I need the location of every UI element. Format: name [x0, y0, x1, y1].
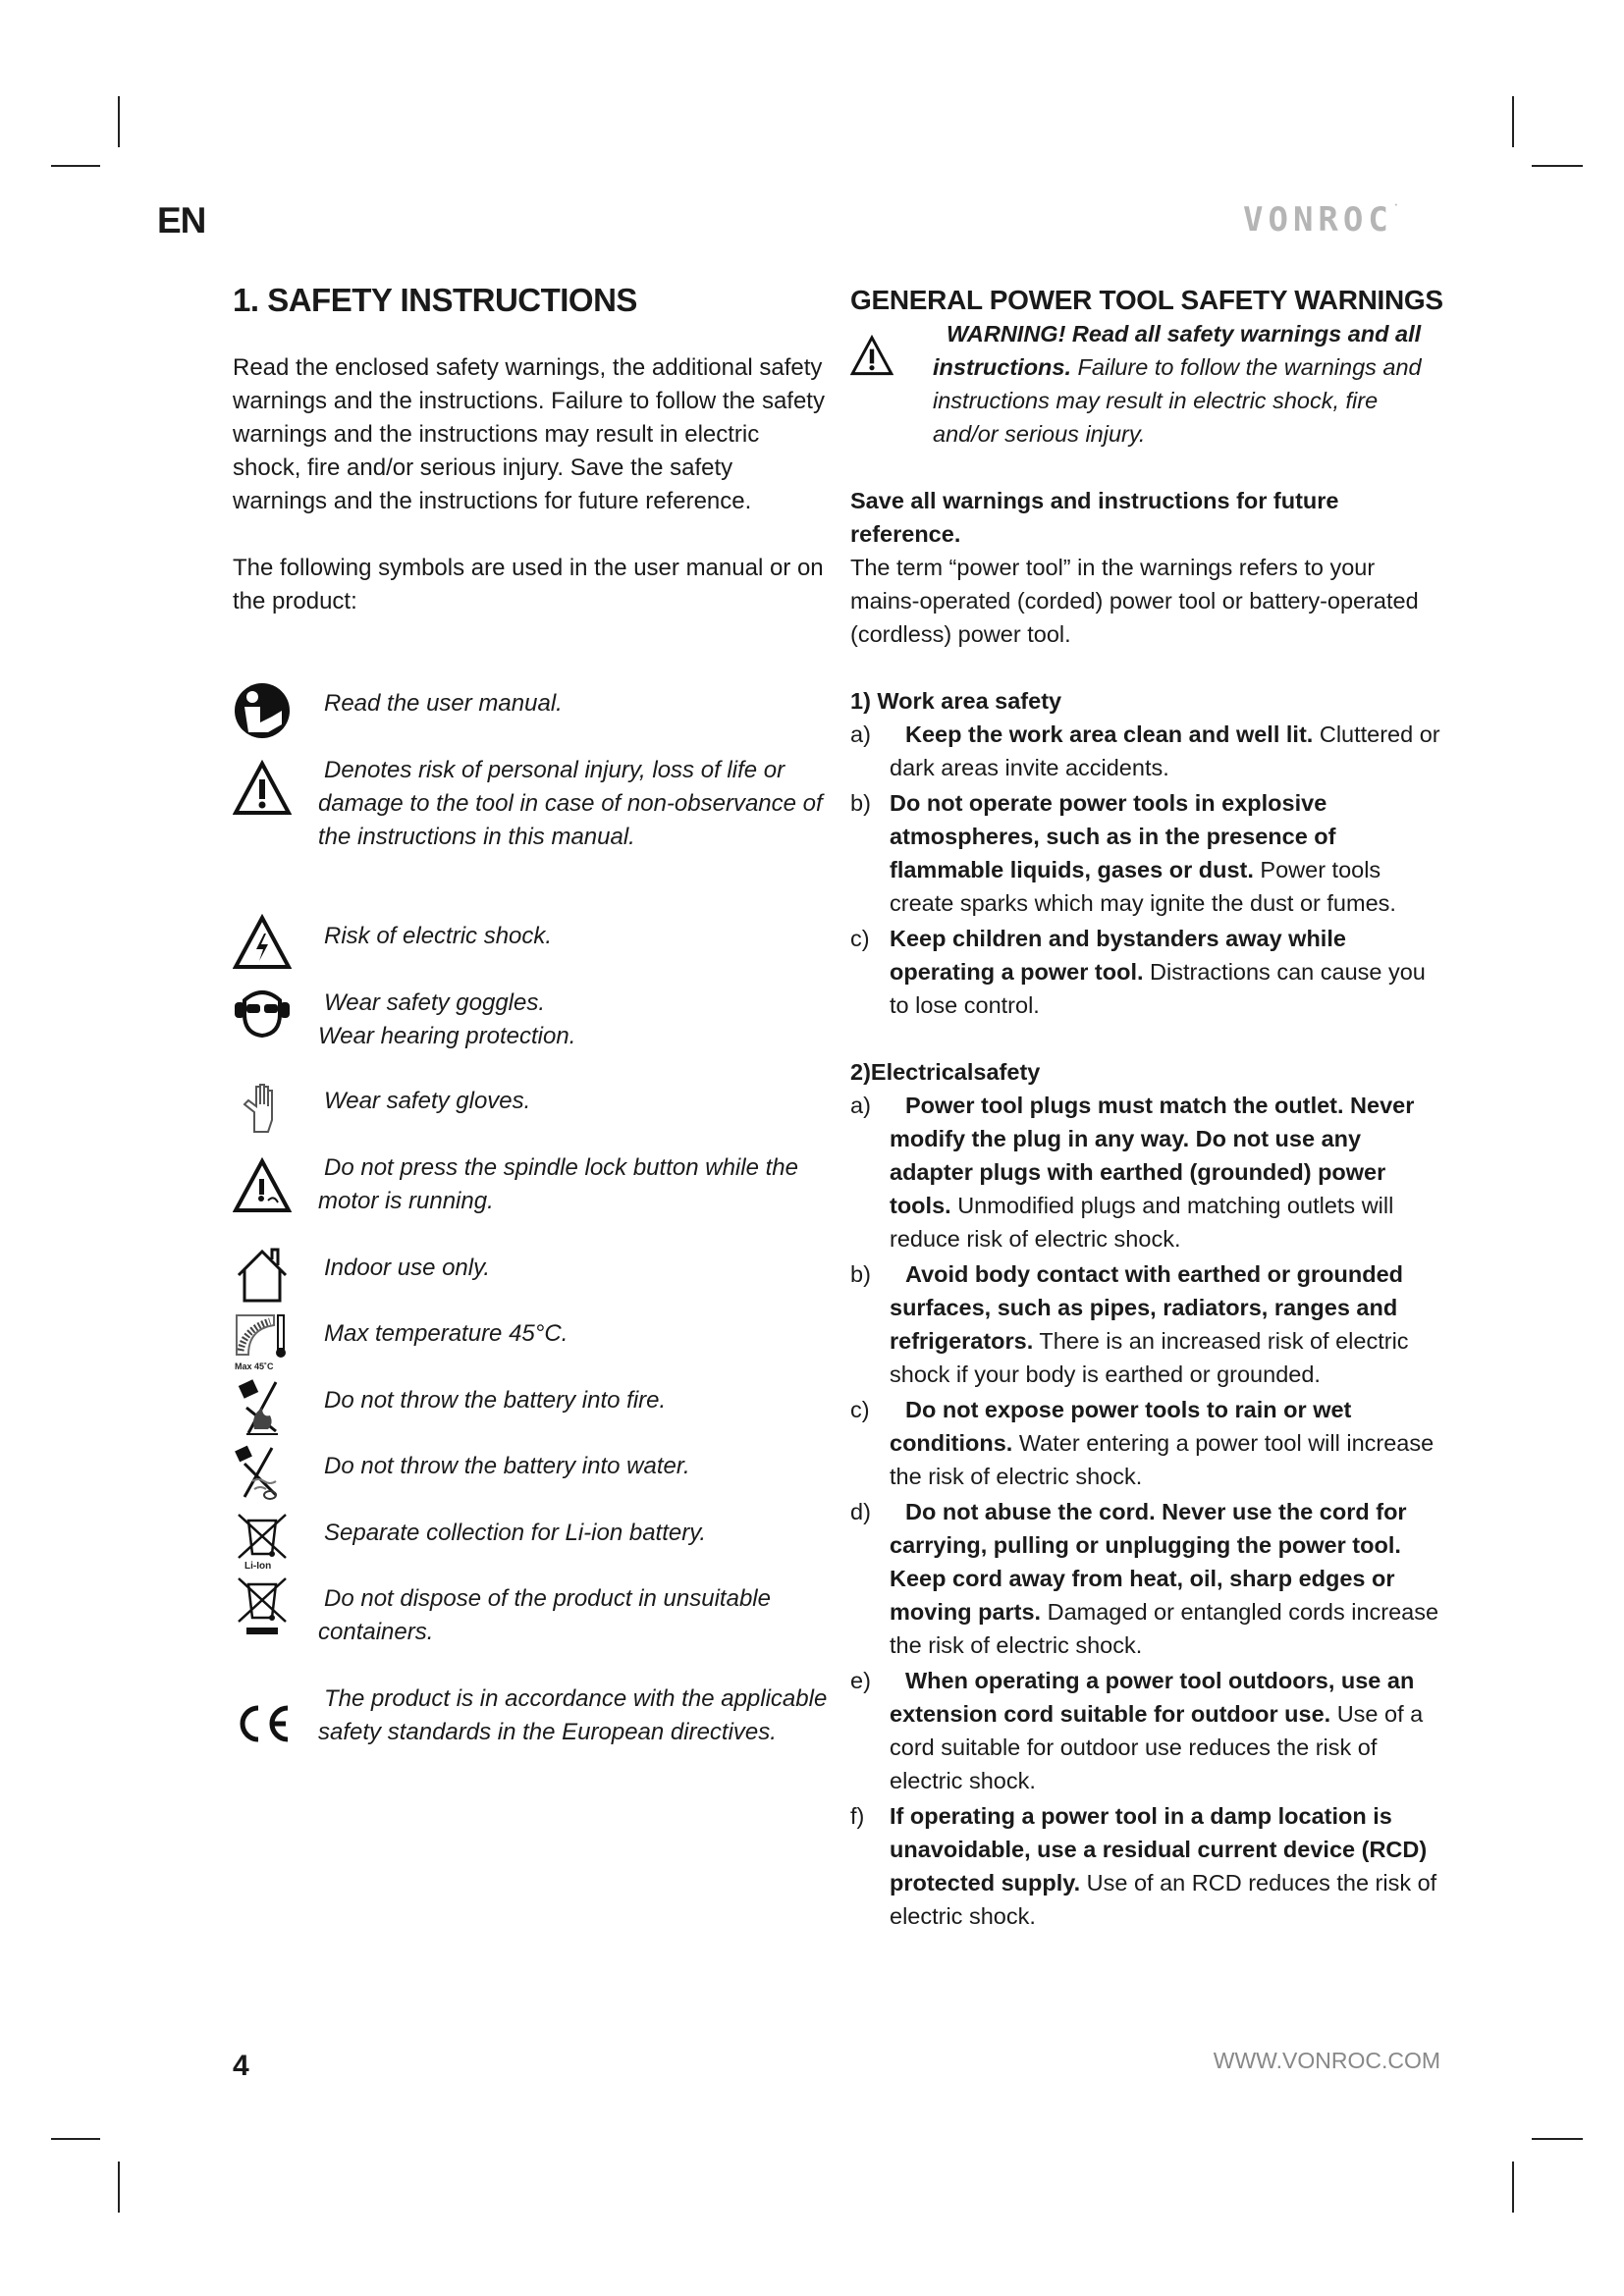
save-instructions: Save all warnings and instructions for future reference. [850, 488, 1339, 547]
item-bold: Do not operate power tools in explosive atmospheres, such as in the presence of flammable liquids, gases or dust. [890, 790, 1336, 882]
list-item [850, 786, 1449, 920]
language-code: EN [157, 200, 206, 240]
brand-mark: · [1392, 200, 1399, 211]
symbol-text: Risk of electric shock. [324, 923, 553, 949]
item-text: Use of a cord suitable for outdoor use reduces the risk of electric shock. [890, 1701, 1424, 1793]
item-text: Cluttered or dark areas invite accidents. [890, 721, 1440, 780]
item-text: Use of an RCD reduces the risk of electric shock. [890, 1870, 1437, 1929]
li-ion-bin-icon [233, 1511, 292, 1570]
crop-mark [1512, 96, 1514, 147]
list-item [850, 718, 1449, 784]
list-item [850, 1393, 1449, 1493]
symbol-text: Wear safety gloves. [324, 1088, 531, 1114]
warning-text: Failure to follow the warnings and instructions may result in electric shock, fire and/or serious injury. [933, 354, 1422, 447]
crop-mark [1532, 2138, 1583, 2140]
page-number: 4 [233, 2050, 249, 2082]
item-bold: Avoid body contact with earthed or grounded surfaces, such as pipes, radiators, ranges and refrigerators. [890, 1261, 1404, 1354]
item-text: Water entering a power tool will increase the risk of electric shock. [890, 1430, 1435, 1489]
brand-logo [1243, 200, 1399, 240]
symbol-text: Do not dispose of the product in unsuitable containers. [318, 1585, 771, 1645]
list-item [850, 1664, 1449, 1797]
website-url: WWW.VONROC.COM [1213, 2048, 1440, 2073]
item-label: a) [850, 721, 871, 747]
general-warnings-title: GENERAL POWER TOOL SAFETY WARNINGS [850, 285, 1443, 315]
symbol-text: Separate collection for Li-ion battery. [324, 1520, 707, 1546]
item-label: b) [850, 790, 871, 816]
intro-text [233, 351, 832, 652]
weee-bin-icon [233, 1576, 292, 1635]
read-manual-icon [233, 681, 292, 740]
item-text: Damaged or entangled cords increase the risk of electric shock. [890, 1599, 1439, 1658]
spindle-lock-icon [233, 1157, 292, 1216]
item-label: a) [850, 1093, 871, 1118]
item-label: e) [850, 1668, 871, 1693]
symbol-text: Do not throw the battery into fire. [324, 1387, 667, 1414]
electrical-safety-section [850, 1055, 1449, 1933]
section-heading: 2)Electricalsafety [850, 1059, 1041, 1085]
no-fire-icon [233, 1378, 292, 1437]
item-text: Power tools create sparks which may ignite the dust or fumes. [890, 857, 1396, 916]
item-label: c) [850, 1397, 870, 1422]
symbol-text: Indoor use only. [324, 1255, 490, 1281]
crop-mark [118, 96, 120, 147]
list-item [850, 1799, 1449, 1933]
ce-mark-icon [233, 1694, 292, 1753]
item-label: d) [850, 1499, 871, 1524]
gloves-icon [233, 1079, 292, 1138]
electric-shock-icon [233, 914, 292, 973]
indoor-house-icon [233, 1246, 292, 1305]
brand-name: VONROC [1243, 200, 1393, 240]
list-item [850, 1257, 1449, 1391]
list-item [850, 922, 1449, 1022]
icon-label: Li-Ion [244, 1561, 272, 1570]
no-water-icon [233, 1444, 292, 1503]
item-bold: If operating a power tool in a damp location is unavoidable, use a residual current device (RCD) protected supply. [890, 1803, 1428, 1896]
warning-icon [233, 760, 292, 819]
max-temperature-icon [233, 1311, 292, 1370]
item-bold: Keep the work area clean and well lit. [905, 721, 1314, 747]
list-item [850, 1089, 1449, 1255]
crop-mark [51, 165, 100, 167]
item-label: b) [850, 1261, 871, 1287]
item-label: c) [850, 926, 870, 951]
item-label: f) [850, 1803, 865, 1829]
symbol-text: Read the user manual. [324, 690, 563, 717]
symbol-text-line: Wear hearing protection. [318, 1023, 576, 1049]
item-text: There is an increased risk of electric shock if your body is earthed or grounded. [890, 1328, 1409, 1387]
item-bold: Do not abuse the cord. Never use the cord for carrying, pulling or unplugging the power tool. Keep cord away from heat, oil, sharp edges or moving parts. [890, 1499, 1407, 1625]
item-bold: Do not expose power tools to rain or wet conditions. [890, 1397, 1352, 1456]
symbol-text: Do not press the spindle lock button while the motor is running. [318, 1154, 798, 1214]
crop-mark [1532, 165, 1583, 167]
icon-label: Max 45˚C [235, 1362, 274, 1370]
crop-mark [118, 2162, 120, 2213]
work-area-safety-section [850, 684, 1449, 1022]
item-text: Unmodified plugs and matching outlets will reduce risk of electric shock. [890, 1193, 1394, 1252]
symbol-text: Do not throw the battery into water. [324, 1453, 690, 1479]
symbol-text: Max temperature 45°C. [324, 1320, 568, 1347]
warning-bold: WARNING! Read all safety warnings and all instructions. [933, 321, 1422, 380]
symbol-text: The product is in accordance with the applicable safety standards in the European directives. [318, 1685, 828, 1745]
list-item [850, 1495, 1449, 1662]
power-tool-term: The term “power tool” in the warnings refers to your mains-operated (corded) power tool or battery-operated (cordless) power tool. [850, 555, 1419, 647]
symbol-text: Denotes risk of personal injury, loss of life or damage to the tool in case of non-observance of the instructions in this manual. [318, 757, 823, 850]
section-heading: 1) Work area safety [850, 688, 1062, 714]
item-text: Distractions can cause you to lose control. [890, 959, 1426, 1018]
crop-mark [1512, 2162, 1514, 2213]
intro-paragraph: Read the enclosed safety warnings, the additional safety warnings and the instructions. Failure to follow the safety warnings and the instructions may result in electric shock, fire and/or serious injury. Save the safety warnings and the instructions for future reference. [233, 354, 825, 514]
goggles-hearing-icon [233, 981, 292, 1040]
crop-mark [51, 2138, 100, 2140]
item-bold: Keep children and bystanders away while operating a power tool. [890, 926, 1346, 985]
symbol-text [318, 987, 839, 1053]
warning-icon [850, 335, 893, 378]
item-bold: When operating a power tool outdoors, use an extension cord suitable for outdoor use. [890, 1668, 1415, 1727]
item-bold: Power tool plugs must match the outlet. Never modify the plug in any way. Do not use any adapter plugs with earthed (grounded) power tools. [890, 1093, 1415, 1218]
section-title: 1. SAFETY INSTRUCTIONS [233, 282, 637, 318]
general-warnings-column [850, 284, 1449, 1935]
warning-block [850, 317, 1449, 451]
symbols-intro: The following symbols are used in the user manual or on the product: [233, 555, 824, 614]
symbol-text-line: Wear safety goggles. [324, 989, 546, 1016]
